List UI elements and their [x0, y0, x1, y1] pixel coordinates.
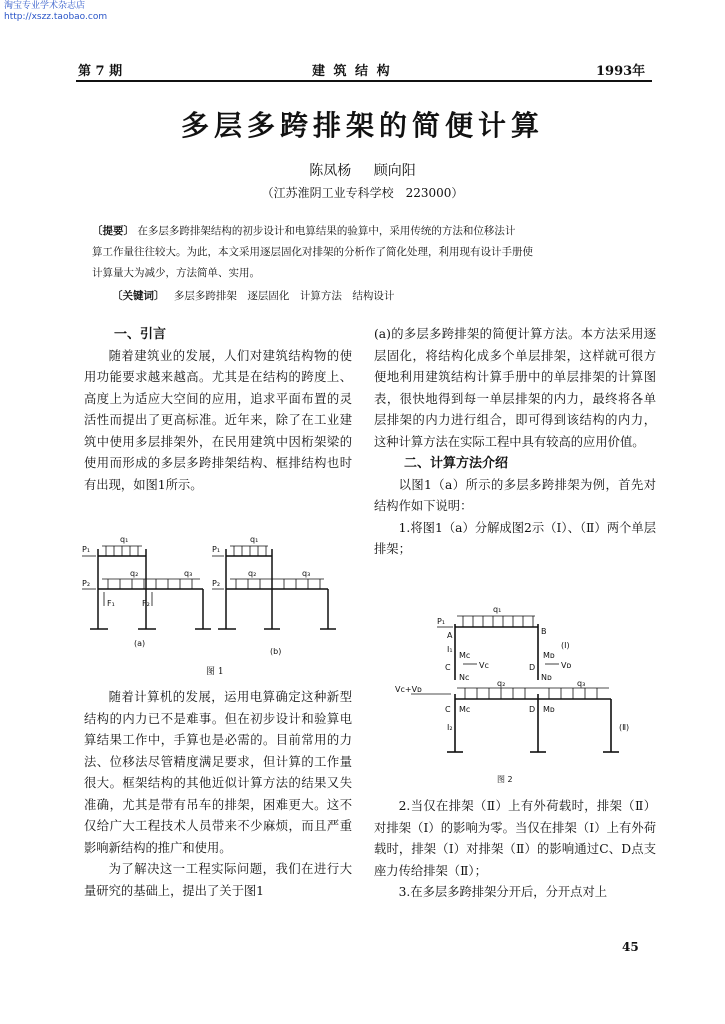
fig1-f2: F₂ [142, 599, 150, 608]
fig2-p1: P₁ [437, 617, 446, 626]
fig1-b-q1: q₁ [250, 535, 259, 544]
fig2-VC: Vc [479, 661, 489, 670]
list-item-2: 2.当仅在排架（Ⅱ）上有外荷载时，排架（Ⅱ）对排架（Ⅰ）的影响为零。当仅在排架（Ⅰ）上有外荷载时，排架（Ⅰ）对排架（Ⅱ）的影响通过C、D点支座力传给排架（Ⅱ）； [374, 799, 656, 878]
figure2-caption: 图 2 [497, 775, 513, 784]
abstract-line3: 计算量大为减少，方法简单、实用。 [92, 267, 260, 279]
paper-title: 多层多跨排架的简便计算 [180, 109, 544, 142]
right-column-top [374, 324, 656, 561]
left-column-bottom [84, 687, 352, 902]
fig1-q3: q₃ [184, 569, 193, 578]
fig1-q1: q₁ [120, 535, 129, 544]
fig1-b-p1: P₁ [212, 545, 221, 554]
abstract-line2: 算工作量往往较大。为此，本文采用逐层固化对排架的分析作了简化处理，利用现有设计手册使 [92, 246, 533, 258]
fig2-MD: Mᴅ [543, 651, 555, 660]
abstract [92, 221, 654, 284]
watermark-line2: http://xszz.taobao.com [4, 12, 108, 22]
fig2-I2: I₂ [447, 723, 453, 732]
intro-paragraph1: 随着建筑业的发展，人们对建筑结构物的使用功能要求越来越高。尤其是在结构的跨度上、高度上为适应大空间的应用，追求平面布置的灵活性而提出了更高标准。近年来，除了在工业建筑中使用多层排架外，在民用建筑中因桁架梁的使用而形成的多层多跨排架结构、框排结构也时有出现，如图1所示。 [84, 348, 352, 492]
watermark [4, 1, 107, 23]
fig2-MD-bottom: Mᴅ [543, 705, 555, 714]
fig1-b-p2: P₂ [212, 579, 221, 588]
fig2-MC-bottom: Mc [459, 705, 471, 714]
fig2-ND: Nᴅ [541, 673, 552, 682]
page-number: 45 [622, 940, 639, 954]
fig2-C-top: C [445, 663, 451, 672]
list-item-3: 3.在多层多跨排架分开后，分开点对上 [398, 885, 608, 899]
header-year: 1993年 [596, 64, 646, 79]
fig1-label-a: (a) [134, 639, 146, 648]
abstract-label: 〔提要〕 [92, 225, 134, 237]
abstract-line1: 在多层多跨排架结构的初步设计和电算结果的验算中，采用传统的方法和位移法计 [137, 225, 516, 237]
fig2-VCVD: Vc+Vᴅ [395, 685, 422, 694]
fig2-I1: I₁ [447, 645, 453, 654]
fig2-A: A [447, 631, 453, 640]
fig2-D-top: D [529, 663, 536, 672]
fig2-frame2: (Ⅱ) [619, 723, 630, 732]
header-rule [76, 80, 652, 82]
header-issue: 第 7 期 [78, 64, 123, 79]
left-column-top [84, 324, 352, 496]
section1-heading: 一、引言 [114, 327, 167, 342]
fig1-b-q2: q₂ [248, 569, 257, 578]
watermark-line1: 淘宝专业学术杂志店 [4, 1, 86, 11]
section2-heading: 二、计算方法介绍 [404, 456, 509, 471]
fig1-f1: F₁ [107, 599, 115, 608]
fig2-NC: Nc [459, 673, 470, 682]
fig2-q3: q₃ [577, 679, 586, 688]
fig1-p1: P₁ [82, 545, 91, 554]
fig2-VD: Vᴅ [561, 661, 572, 670]
fig1-q2: q₂ [130, 569, 139, 578]
method-paragraph: (a)的多层多跨排架的简便计算方法。本方法采用逐层固化，将结构化成多个单层排架，这样就可很方便地利用建筑结构计算手册中的单层排架的计算图表，很快地得到每一单层排架的内力，最终将各单层排架的内力进行组合，即可得到该结构的内力，这种计算方法在实际工程中具有较高的应用价值。 [374, 327, 656, 449]
figure2 [393, 602, 653, 797]
fig2-q2: q₂ [497, 679, 506, 688]
right-column-bottom [374, 796, 656, 904]
fig2-D-bottom: D [529, 705, 536, 714]
list-item-1: 1.将图1（a）分解成图2示（Ⅰ）、（Ⅱ）两个单层排架； [374, 520, 656, 556]
authors: 陈凤杨 顾向阳 [309, 163, 416, 179]
keywords-text: 多层多跨排架 逐层固化 计算方法 结构设计 [173, 290, 395, 302]
figure1 [80, 534, 360, 684]
figure1-caption: 图 1 [206, 667, 224, 677]
keywords [112, 288, 652, 303]
fig2-frame1: (Ⅰ) [561, 641, 570, 650]
fig1-label-b: (b) [270, 647, 282, 656]
fig2-q1: q₁ [493, 605, 502, 614]
fig2-C-bottom: C [445, 705, 451, 714]
fig1-b-q3: q₃ [302, 569, 311, 578]
example-intro: 以图1（a）所示的多层多跨排架为例，首先对结构作如下说明： [374, 477, 656, 513]
fig2-MC: Mc [459, 651, 471, 660]
fig1-p2: P₂ [82, 579, 91, 588]
intro-paragraph2: 随着计算机的发展，运用电算确定这种新型结构的内力已不是难事。但在初步设计和验算电算结果工作中，手算也是必需的。目前常用的力法、位移法尽管精度满足要求，但计算的工作量很大。框架结构的其他近似计算方法的结果又失准确，尤其是带有吊车的排架，困难更大。这不仅给广大工程技术人员带来不少麻烦，而且严重影响新结构的推广和使用。 [84, 690, 352, 855]
fig2-B: B [541, 627, 547, 636]
intro-paragraph3: 为了解决这一工程实际问题，我们在进行大量研究的基础上，提出了关于图1 [84, 862, 352, 898]
header-journal: 建 筑 结 构 [312, 64, 392, 79]
affiliation: （江苏淮阴工业专科学校 223000） [261, 186, 464, 200]
keywords-label: 〔关键词〕 [112, 290, 165, 302]
